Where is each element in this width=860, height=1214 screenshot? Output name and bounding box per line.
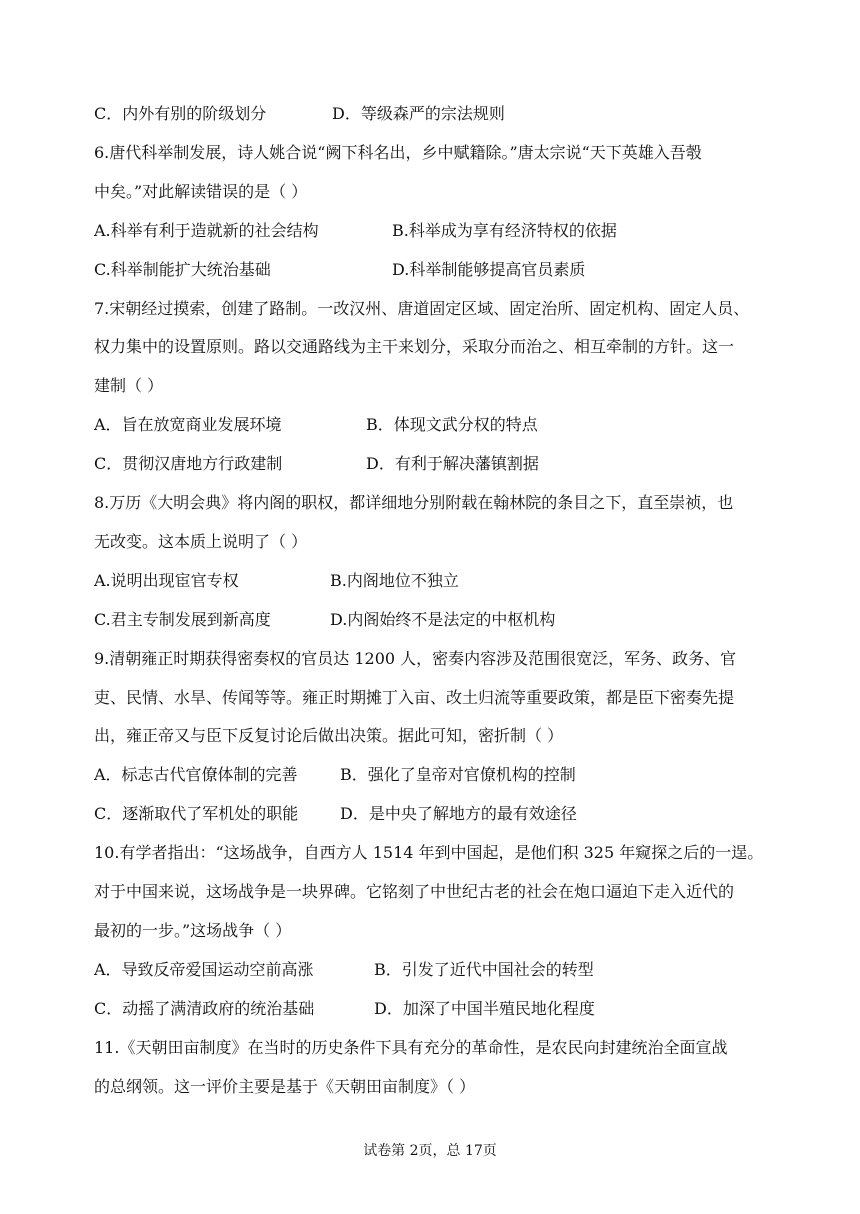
answer-option[interactable]: A．标志古代官僚体制的完善 — [94, 765, 298, 784]
question-text-line: 建制（ ） — [94, 376, 164, 395]
answer-option[interactable]: D．等级森严的宗法规则 — [332, 104, 505, 123]
answer-option[interactable]: C．逐渐取代了军机处的职能 — [94, 804, 299, 823]
answer-option[interactable]: C.科举制能扩大统治基础 — [94, 260, 271, 279]
answer-option[interactable]: B.科举成为享有经济特权的依据 — [392, 221, 617, 240]
question-text-line: 的总纲领。这一评价主要是基于《天朝田亩制度》（ ） — [94, 1077, 476, 1096]
question-text-line: 9.清朝雍正时期获得密奏权的官员达 1200 人，密奏内容涉及范围很宽泛，军务、政务、官 — [94, 649, 737, 668]
answer-option[interactable]: A.说明出现宦官专权 — [94, 571, 239, 590]
answer-option[interactable]: A.科举有利于造就新的社会结构 — [94, 221, 319, 240]
question-text-line: 对于中国来说，这场战争是一块界碑。它铭刻了中世纪古老的社会在炮口逼迫下走入近代的 — [94, 882, 735, 901]
question-text-line: 8.万历《大明会典》将内阁的职权，都详细地分别附载在翰林院的条目之下，直至崇祯，也 — [94, 493, 734, 512]
question-text-line: 11.《天朝田亩制度》在当时的历史条件下具有充分的革命性，是农民向封建统治全面宣战 — [94, 1038, 728, 1057]
page-footer: 试卷第 2页，总 17页 — [363, 1143, 497, 1159]
answer-option[interactable]: B.内阁地位不独立 — [330, 571, 459, 590]
question-text-line: 6.唐代科举制发展，诗人姚合说“阙下科名出，乡中赋籍除。”唐太宗说“天下英雄入吾彀 — [94, 143, 702, 162]
answer-option[interactable]: A．旨在放宽商业发展环境 — [94, 415, 282, 434]
answer-option[interactable]: D．是中央了解地方的最有效途径 — [340, 804, 577, 823]
answer-option[interactable]: B．强化了皇帝对官僚机构的控制 — [340, 765, 576, 784]
answer-option[interactable]: A．导致反帝爱国运动空前高涨 — [94, 960, 314, 979]
answer-option[interactable]: D.科举制能够提高官员素质 — [392, 260, 586, 279]
question-text-line: 权力集中的设置原则。路以交通路线为主干来划分，采取分而治之、相互牵制的方针。这一 — [94, 337, 735, 356]
answer-option[interactable]: D．加深了中国半殖民地化程度 — [374, 999, 595, 1018]
answer-option[interactable]: C．内外有别的阶级划分 — [94, 104, 267, 123]
answer-option[interactable]: D.内阁始终不是法定的中枢机构 — [330, 610, 556, 629]
answer-option[interactable]: C.君主专制发展到新高度 — [94, 610, 271, 629]
answer-option[interactable]: D．有利于解决藩镇割据 — [366, 454, 539, 473]
question-text-line: 中矣。”对此解读错误的是（ ） — [94, 182, 308, 201]
answer-option[interactable]: B．体现文武分权的特点 — [366, 415, 538, 434]
question-text-line: 10.有学者指出：“这场战争，自西方人 1514 年到中国起，是他们积 325 年窥探之后的一逞。 — [94, 843, 764, 862]
question-text-line: 无改变。这本质上说明了（ ） — [94, 532, 308, 551]
question-text-line: 最初的一步。”这场战争（ ） — [94, 921, 292, 940]
answer-option[interactable]: C．动摇了满清政府的统治基础 — [94, 999, 315, 1018]
question-text-line: 7.宋朝经过摸索，创建了路制。一改汉州、唐道固定区域、固定治所、固定机构、固定人员、 — [94, 299, 750, 318]
question-text-line: 出，雍正帝又与臣下反复讨论后做出决策。据此可知，密折制（ ） — [94, 726, 564, 745]
answer-option[interactable]: B．引发了近代中国社会的转型 — [374, 960, 594, 979]
answer-option[interactable]: C．贯彻汉唐地方行政建制 — [94, 454, 283, 473]
question-text-line: 吏、民情、水旱、传闻等等。雍正时期摊丁入亩、改土归流等重要政策，都是臣下密奏先提 — [94, 688, 735, 707]
